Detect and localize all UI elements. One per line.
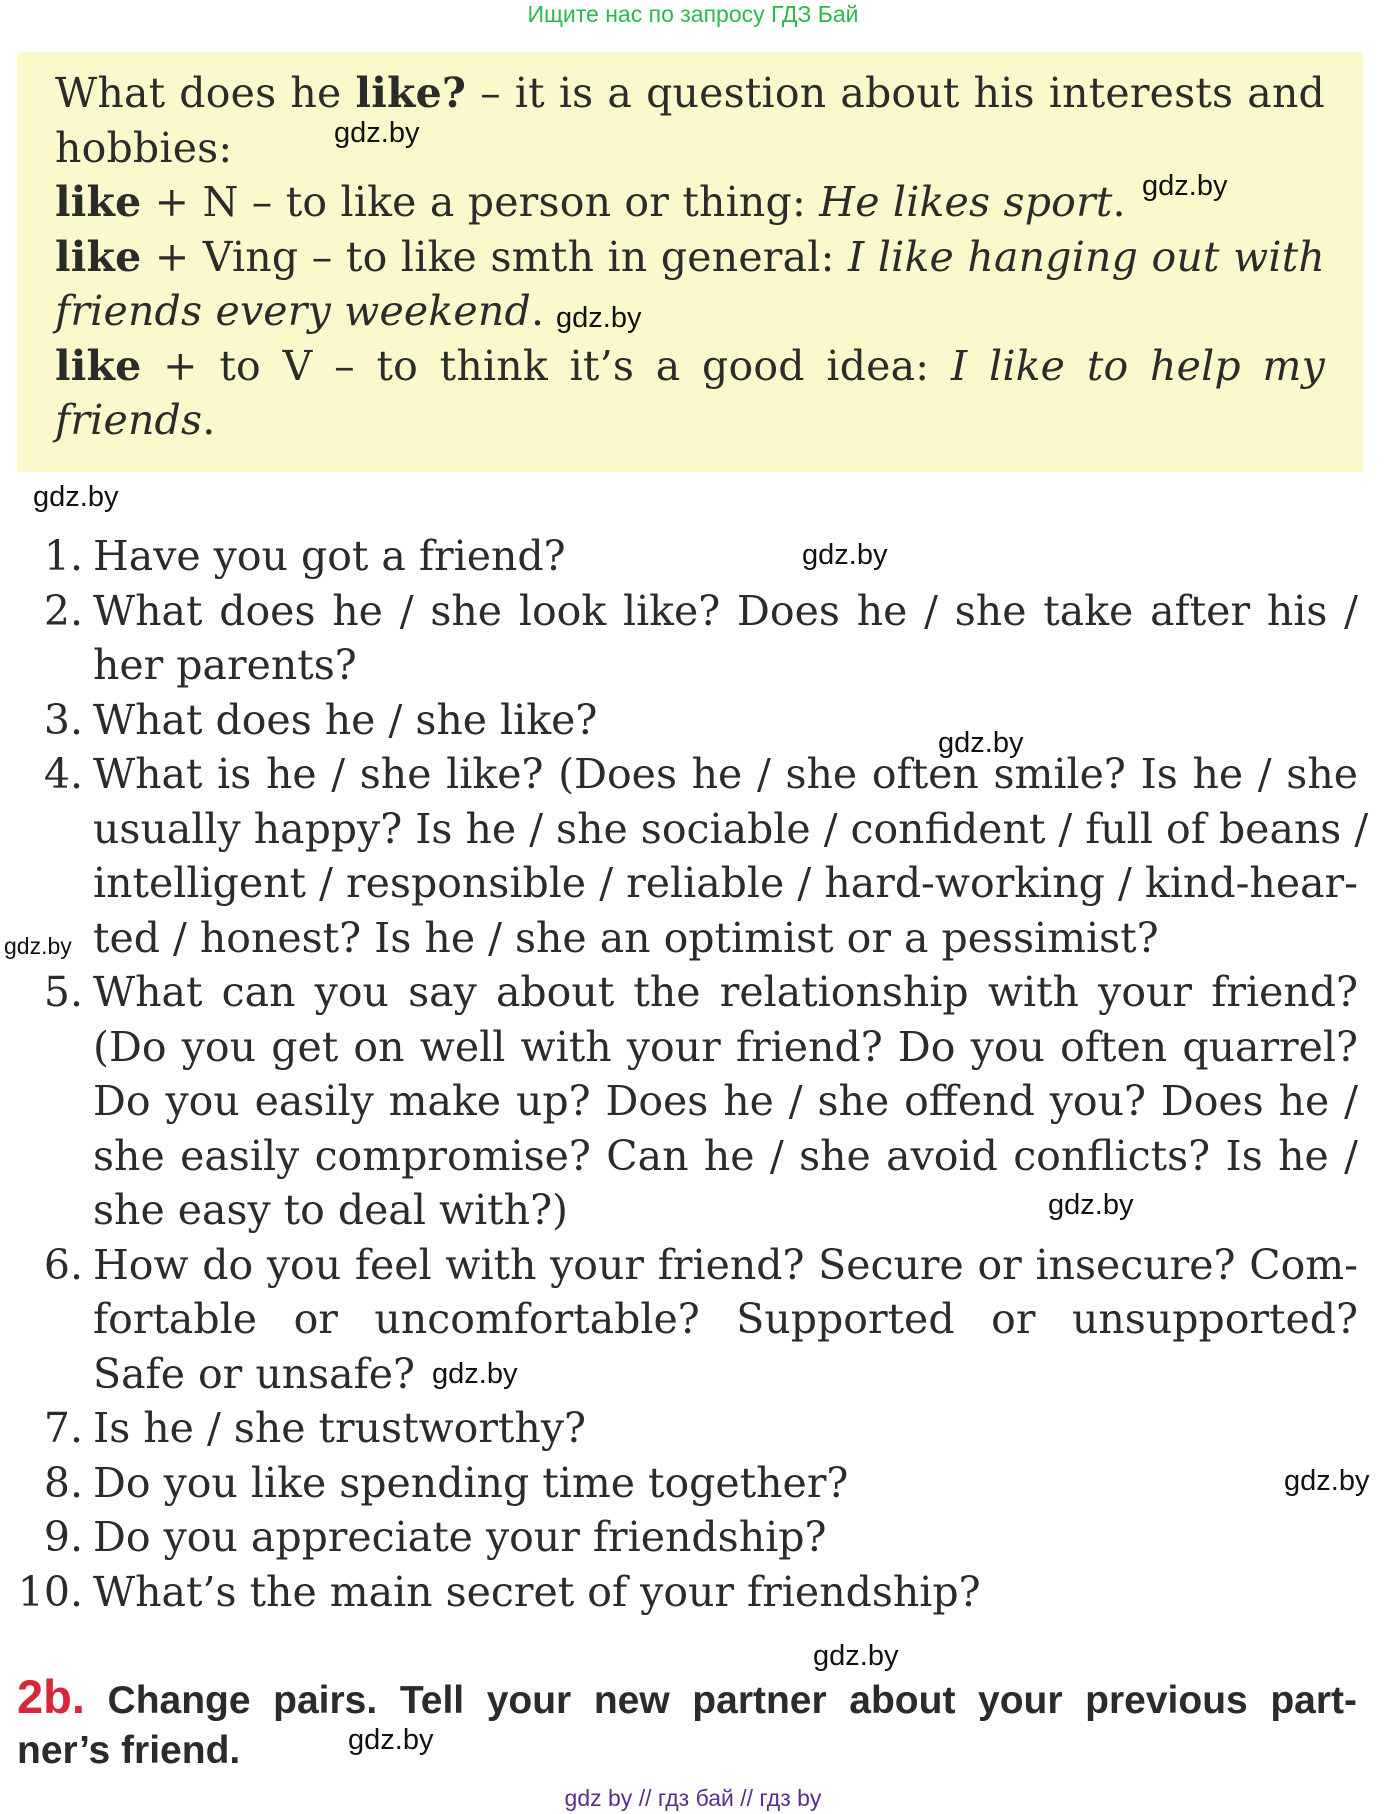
list-item-continuation (0, 638, 1386, 693)
grammar-line-7 (55, 393, 1325, 448)
question-number: 10. (17, 1567, 83, 1616)
question-number: 1. (43, 532, 83, 580)
grammar-text: What does he (55, 69, 356, 117)
grammar-bold: like? (355, 69, 467, 117)
list-item (0, 965, 1386, 1020)
list-item-continuation (0, 1020, 1386, 1075)
grammar-rule-box (17, 52, 1363, 472)
question-text: Do you like spending time together? (93, 1458, 849, 1507)
list-item (0, 693, 1386, 748)
list-item-continuation (0, 1183, 1386, 1238)
watermark: gdz.by (33, 481, 119, 513)
watermark: gdz.by (1048, 1189, 1134, 1221)
list-item (0, 584, 1386, 639)
question-number: 4. (43, 750, 83, 798)
grammar-text: . (202, 396, 216, 444)
list-item (0, 1565, 1386, 1620)
grammar-example: friends every weekend (55, 287, 531, 335)
list-item-continuation (0, 1074, 1386, 1129)
watermark: gdz.by (556, 302, 642, 334)
question-number: 5. (43, 968, 83, 1016)
question-text: ted / honest? Is he / she an optimist or a pessimist? (93, 913, 1159, 962)
watermark: gdz.by (938, 727, 1024, 759)
question-list (0, 529, 1386, 1619)
grammar-line-4 (55, 230, 1325, 285)
list-item (0, 1510, 1386, 1565)
list-item (0, 1238, 1386, 1293)
question-text: her parents? (93, 641, 357, 689)
question-text: What does he / she like? (93, 695, 598, 744)
task-2b (17, 1672, 1357, 1776)
question-text: Is he / she trustworthy? (93, 1404, 586, 1452)
question-text: Safe or unsafe? (93, 1349, 416, 1398)
grammar-line-6 (55, 339, 1325, 394)
question-text: she easy to deal with?) (93, 1186, 569, 1234)
grammar-line-5 (55, 284, 1325, 339)
grammar-text: . (1112, 178, 1126, 226)
list-item-continuation (0, 1129, 1386, 1184)
question-number: 7. (43, 1404, 83, 1452)
grammar-example: He likes sport (819, 178, 1113, 226)
watermark: gdz.by (802, 539, 888, 571)
question-text: What can you say about the relationship with your friend? (93, 968, 1358, 1016)
question-text: intelligent / responsible / reliable / hard-working / kind-hear- (93, 859, 1358, 907)
question-text: What’s the main secret of your friendship? (93, 1567, 981, 1616)
grammar-bold: like (55, 232, 142, 281)
question-text: Do you appreciate your friendship? (93, 1513, 827, 1561)
question-text: Have you got a friend? (93, 532, 566, 580)
list-item-continuation (0, 911, 1386, 966)
watermark: gdz.by (1142, 170, 1228, 202)
question-text: she easily compromise? Can he / she avoid conflicts? Is he / (93, 1131, 1358, 1180)
grammar-line-2 (55, 121, 1325, 176)
watermark: gdz.by (432, 1358, 518, 1390)
question-text: fortable or uncomfortable? Supported or unsupported? (93, 1295, 1358, 1343)
question-number: 9. (43, 1513, 83, 1561)
grammar-example: I like hanging out with (848, 232, 1325, 281)
grammar-text: + N – to like a person or thing: (141, 178, 820, 226)
grammar-example: friends (55, 396, 203, 444)
watermark: gdz.by (348, 1724, 434, 1756)
grammar-text: – it is a question about his interests and (466, 69, 1325, 117)
task-text: Change pairs. Tell your new partner about your previous part- (84, 1679, 1357, 1722)
footer-links[interactable]: gdz by // гдз бай // гдз by (564, 1785, 822, 1811)
grammar-text: + Ving – to like smth in general: (141, 232, 849, 281)
question-text: usually happy? Is he / she sociable / confident / full of beans / (93, 804, 1369, 853)
list-item-continuation (0, 856, 1386, 911)
task-number: 2b. (17, 1670, 85, 1723)
question-text: How do you feel with your friend? Secure or insecure? Com- (93, 1240, 1358, 1289)
list-item (0, 1456, 1386, 1511)
list-item-continuation (0, 802, 1386, 857)
list-item (0, 747, 1386, 802)
watermark: gdz.by (4, 933, 72, 959)
question-number: 2. (43, 586, 83, 635)
grammar-text: . (530, 287, 545, 335)
question-text: What does he / she look like? Does he / she take after his / (93, 586, 1358, 635)
list-item (0, 1401, 1386, 1456)
grammar-example: I like to help my (950, 341, 1325, 390)
watermark: gdz.by (813, 1640, 899, 1672)
task-line-1 (17, 1672, 1357, 1726)
top-banner[interactable]: Ищите нас по запросу ГДЗ Бай (527, 1, 859, 27)
list-item-continuation (0, 1347, 1386, 1402)
grammar-bold: like (55, 341, 142, 390)
grammar-text: hobbies: (55, 123, 233, 172)
grammar-line-1 (55, 66, 1325, 121)
watermark: gdz.by (1284, 1465, 1370, 1497)
question-text: (Do you get on well with your friend? Do you often quarrel? (93, 1022, 1358, 1071)
task-line-2: ner’s friend. (17, 1729, 241, 1772)
grammar-text: + to V – to think it’s a good idea: (141, 341, 951, 390)
grammar-bold: like (55, 178, 142, 226)
question-text: What is he / she like? (Does he / she often smile? Is he / she (93, 750, 1358, 798)
question-number: 6. (43, 1240, 83, 1289)
question-number: 8. (43, 1458, 83, 1507)
list-item (0, 529, 1386, 584)
watermark: gdz.by (334, 117, 420, 149)
list-item-continuation (0, 1292, 1386, 1347)
question-number: 3. (43, 695, 83, 744)
grammar-line-3 (55, 175, 1325, 230)
question-text: Do you easily make up? Does he / she offend you? Does he / (93, 1077, 1358, 1125)
